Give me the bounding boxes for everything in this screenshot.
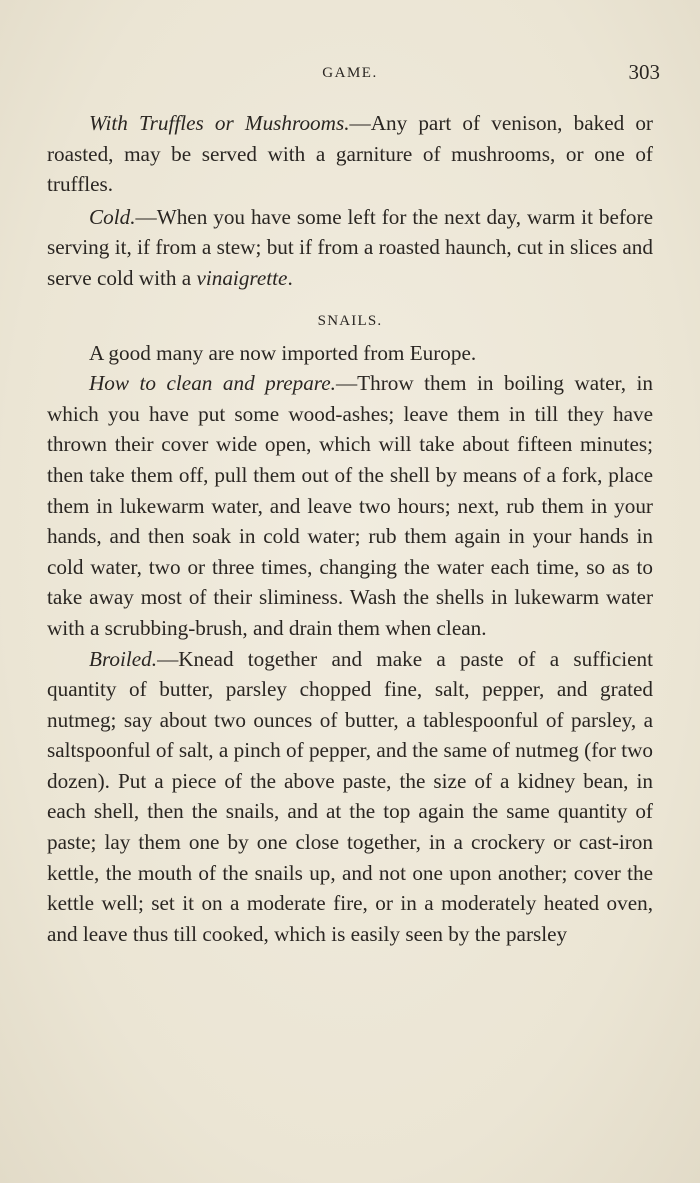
paragraph-text: —When you have some left for the next day, warm it before serving it, if from a stew; but if from a roasted haunch, cut in slices and serve cold with a <box>47 204 653 290</box>
section-title: SNAILS. <box>317 312 383 329</box>
page-body <box>47 108 653 949</box>
paragraph-truffles <box>47 108 653 200</box>
paragraph-tail: . <box>287 265 293 290</box>
page-header <box>0 60 700 88</box>
paragraph-text: —Any part of venison, baked or roasted, may be served with a garniture of mushrooms, or one of truffles. <box>47 111 653 197</box>
paragraph-snails-broiled <box>47 644 653 950</box>
page-number: 303 <box>628 60 660 84</box>
paragraph-text: —Knead together and make a paste of a sufficient quantity of butter, parsley chopped fine, salt, pepper, and grated nutmeg; say about two ounces of butter, a tablespoonful of parsley, a saltspoonful of salt, a pinch of pepper, and the same of nutmeg (for two dozen). Put a piece of the above paste, the size of a kidney bean, in each shell, then the snails, and at the top again the same quantity of paste; lay them one by one close together, in a crockery or cast-iron kettle, the mouth of the snails up, and not one upon another; cover the kettle well; set it on a moderate fire, or in a moderately heated oven, and leave thus till cooked, which is easily seen by the parsley <box>47 646 653 946</box>
paragraph-lead: Broiled. <box>89 646 158 671</box>
paragraph-lead: How to clean and prepare. <box>89 371 336 396</box>
paragraph-text: A good many are now imported from Europe. <box>89 340 477 365</box>
paragraph-lead: Cold. <box>89 204 136 229</box>
paragraph-italic-tail: vinaigrette <box>196 265 288 290</box>
paragraph-cold <box>47 202 653 294</box>
paragraph-snails-intro <box>47 338 653 369</box>
paragraph-lead: With Truffles or Mushrooms. <box>89 111 350 135</box>
paragraph-snails-clean <box>47 368 653 643</box>
running-head: GAME. <box>322 65 378 81</box>
paragraph-text: —Throw them in boiling water, in which you have put some wood-ashes; leave them in till they have thrown their cover wide open, which will take about fifteen minutes; then take them off, pull them out of the shell by means of a fork, place them in lukewarm water, and leave two hours; next, rub them in your hands, and then soak in cold water; rub them again in your hands in cold water, two or three times, changing the water each time, so as to take away most of their sliminess. Wash the shells in lukewarm water with a scrubbing-brush, and drain them when clean. <box>47 371 653 640</box>
